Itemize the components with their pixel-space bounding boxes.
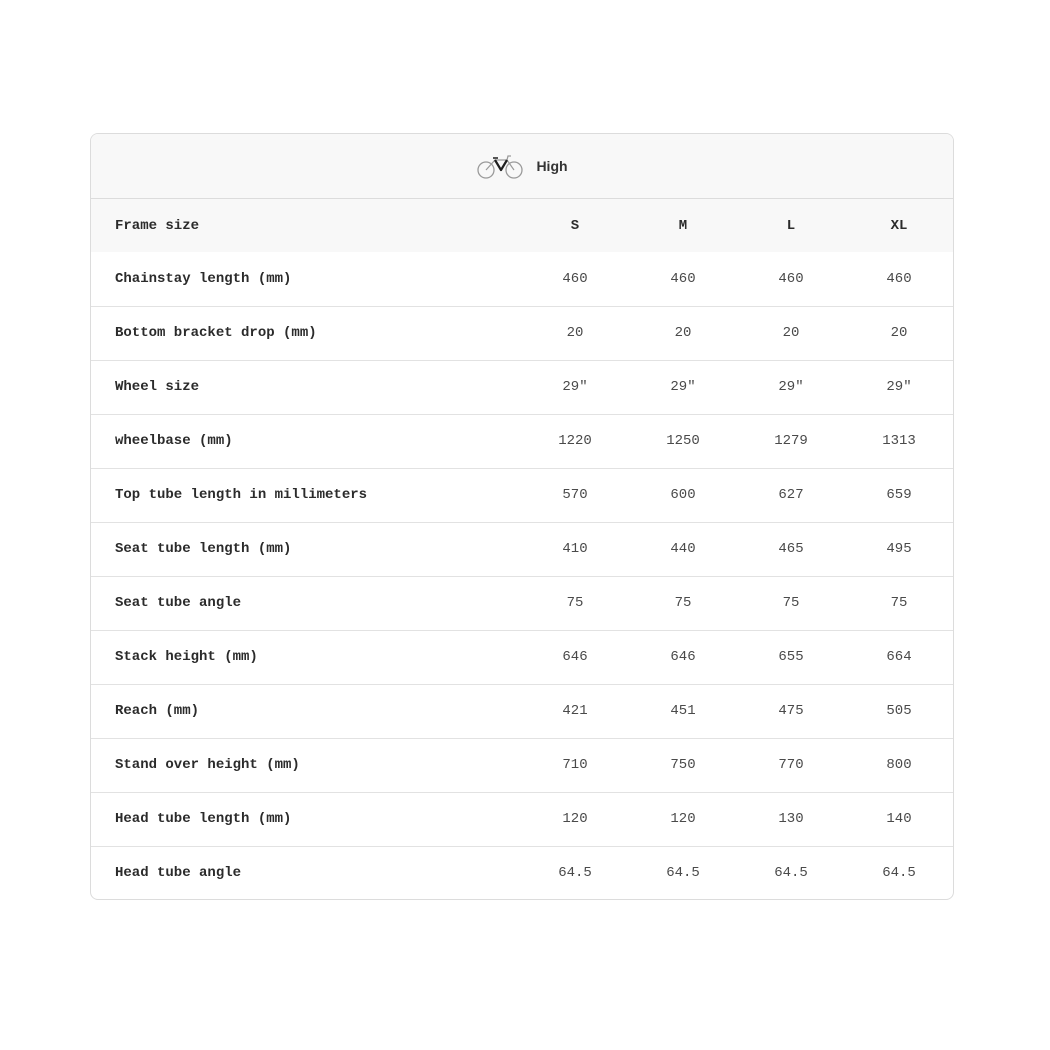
geometry-variant-label: High [536,158,568,174]
frame-size-header: Frame size [115,217,200,234]
cell-value: 120 [670,811,696,827]
row-label: Seat tube angle [115,595,242,611]
cell-value: 410 [562,541,588,557]
cell-value: 29" [886,379,912,395]
cell-value: 421 [562,703,588,719]
cell-value: 750 [670,757,696,773]
cell-value: 75 [890,595,908,611]
cell-value: 1250 [666,433,700,449]
cell-value: 1279 [774,433,808,449]
row-label: Stand over height (mm) [115,757,300,773]
table-row [91,846,953,900]
table-row [91,792,953,846]
row-label: Wheel size [115,379,200,395]
cell-value: 710 [562,757,588,773]
table-row [91,522,953,576]
cell-value: 130 [778,811,804,827]
cell-value: 20 [782,325,800,341]
cell-value: 64.5 [774,865,808,882]
cell-value: 1220 [558,433,592,449]
cell-value: 29" [778,379,804,395]
row-label: Stack height (mm) [115,649,258,665]
cell-value: 460 [886,270,912,287]
cell-value: 800 [886,757,912,773]
cell-value: 75 [566,595,584,611]
cell-value: 505 [886,703,912,719]
size-header-s: S [570,217,580,234]
cell-value: 627 [778,487,804,503]
cell-value: 646 [670,649,696,665]
cell-value: 1313 [882,433,916,449]
cell-value: 64.5 [882,865,916,882]
table-row [91,468,953,522]
table-header-row [91,199,953,252]
row-label: wheelbase (mm) [115,433,233,449]
table-row [91,738,953,792]
cell-value: 570 [562,487,588,503]
cell-value: 451 [670,703,696,719]
bicycle-icon [476,152,524,180]
row-label: Top tube length in millimeters [115,487,368,503]
cell-value: 600 [670,487,696,503]
table-row [91,252,953,306]
row-label: Chainstay length (mm) [115,270,292,287]
table-row [91,306,953,360]
cell-value: 64.5 [558,865,592,882]
cell-value: 64.5 [666,865,700,882]
cell-value: 664 [886,649,912,665]
size-header-l: L [786,217,796,234]
table-row [91,576,953,630]
cell-value: 646 [562,649,588,665]
row-label: Bottom bracket drop (mm) [115,325,317,341]
cell-value: 655 [778,649,804,665]
row-label: Reach (mm) [115,703,200,719]
size-header-m: M [678,217,688,234]
cell-value: 440 [670,541,696,557]
cell-value: 120 [562,811,588,827]
cell-value: 659 [886,487,912,503]
cell-value: 460 [670,270,696,287]
row-label: Seat tube length (mm) [115,541,292,557]
cell-value: 140 [886,811,912,827]
row-label: Head tube angle [115,865,242,882]
cell-value: 20 [566,325,584,341]
geometry-table [91,199,953,900]
cell-value: 29" [562,379,588,395]
cell-value: 20 [890,325,908,341]
cell-value: 20 [674,325,692,341]
size-header-xl: XL [890,217,908,234]
table-row [91,630,953,684]
row-label: Head tube length (mm) [115,811,292,827]
cell-value: 460 [562,270,588,287]
cell-value: 770 [778,757,804,773]
table-row [91,414,953,468]
cell-value: 29" [670,379,696,395]
cell-value: 475 [778,703,804,719]
cell-value: 75 [674,595,692,611]
geometry-header [91,134,953,199]
table-row [91,360,953,414]
cell-value: 465 [778,541,804,557]
cell-value: 460 [778,270,804,287]
cell-value: 495 [886,541,912,557]
cell-value: 75 [782,595,800,611]
table-row [91,684,953,738]
geometry-table-card [90,133,954,900]
